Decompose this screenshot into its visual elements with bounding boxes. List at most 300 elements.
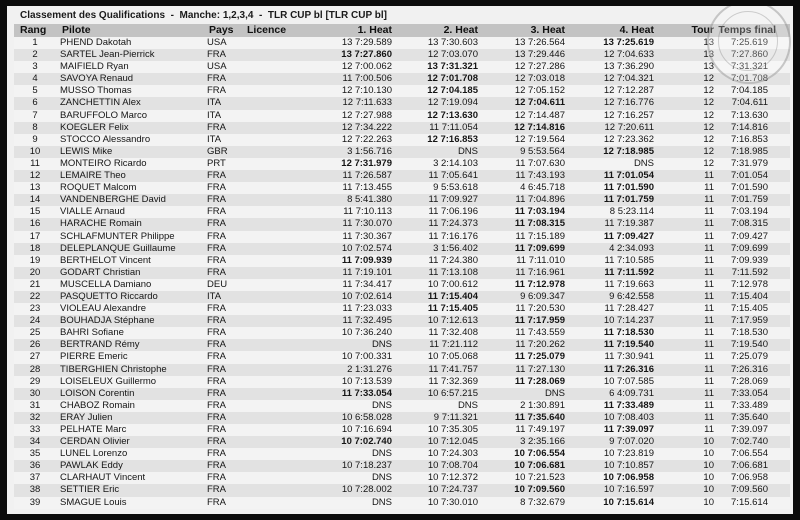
pilot-name-cell: LEWIS Mike	[60, 145, 113, 157]
heat-4-cell: 11 7:39.097	[603, 424, 654, 435]
heat-2-cell: 10 7:24.737	[427, 484, 478, 496]
column-header-laps: Tour	[691, 24, 714, 36]
heat-1-cell: 10 7:13.539	[341, 375, 392, 387]
country-cell: FRA	[207, 460, 226, 472]
heat-3-cell: 8 7:32.679	[520, 496, 565, 508]
table-row	[14, 243, 790, 255]
pilot-name-cell: LUNEL Lorenzo	[60, 448, 128, 460]
column-header-heat-4: 4. Heat	[619, 24, 654, 36]
column-header-country: Pays	[209, 24, 234, 36]
heat-3-cell: 9 5:53.564	[520, 145, 565, 157]
heat-2-cell: 12 7:13.630	[427, 109, 478, 121]
heat-4-cell: 10 7:08.403	[603, 411, 654, 423]
licence-cell	[245, 194, 300, 206]
final-time-cell: 7:15.404	[731, 290, 768, 302]
pilot-name-cell: ERAY Julien	[60, 411, 113, 423]
heat-2-cell: 11 7:06.196	[428, 206, 478, 218]
heat-2-cell: DNS	[457, 399, 478, 411]
rank-cell: 9	[32, 133, 38, 145]
laps-cell: 11	[704, 339, 714, 351]
laps-cell: 11	[704, 254, 714, 266]
rank-cell: 32	[29, 411, 41, 423]
laps-cell: 10	[703, 484, 714, 496]
pilot-name-cell: PAWLAK Eddy	[60, 460, 123, 472]
pilot-name-cell: PASQUETTO Riccardo	[60, 290, 158, 302]
heat-4-cell: 11 7:01.590	[603, 182, 654, 194]
heat-1-cell: 2 1:31.276	[347, 363, 392, 375]
heat-3-cell: 9 6:09.347	[520, 290, 565, 302]
heat-3-cell: 11 7:07.630	[515, 157, 565, 169]
heat-4-cell: 11 7:33.489	[603, 399, 654, 411]
heat-3-cell: 11 7:27.130	[515, 363, 565, 375]
table-row	[14, 472, 790, 484]
country-cell: USA	[207, 61, 227, 73]
country-cell: FRA	[207, 351, 226, 363]
pilot-name-cell: VIOLEAU Alexandre	[60, 303, 147, 315]
pilot-name-cell: BAHRI Sofiane	[60, 327, 124, 339]
rank-cell: 38	[29, 484, 41, 496]
country-cell: FRA	[207, 73, 226, 85]
rank-cell: 30	[29, 387, 41, 399]
laps-cell: 11	[704, 375, 714, 387]
heat-4-cell: 10 7:14.237	[603, 315, 654, 327]
licence-cell	[245, 364, 300, 376]
rank-cell: 10	[29, 145, 41, 157]
heat-1-cell: 11 7:19.101	[342, 266, 392, 278]
country-cell: FRA	[207, 472, 226, 484]
final-time-cell: 7:06.681	[731, 460, 768, 472]
final-time-cell: 7:01.708	[731, 73, 768, 85]
heat-4-cell: 11 7:11.592	[604, 266, 654, 278]
table-row	[14, 291, 790, 303]
heat-3-cell: 11 7:20.530	[515, 303, 565, 315]
heat-1-cell: 11 7:33.054	[341, 387, 392, 399]
country-cell: ITA	[207, 133, 222, 145]
rank-cell: 34	[29, 436, 41, 448]
licence-cell	[245, 85, 300, 97]
country-cell: FRA	[207, 121, 226, 133]
final-time-cell: 7:28.069	[731, 375, 768, 387]
licence-cell	[245, 97, 300, 109]
heat-1-cell: 11 7:32.495	[342, 315, 392, 327]
heat-2-cell: 10 7:12.372	[427, 472, 478, 484]
laps-cell: 10	[703, 436, 714, 448]
laps-cell: 12	[703, 85, 714, 97]
rank-cell: 17	[29, 230, 41, 242]
heat-2-cell: 11 7:15.404	[427, 290, 478, 302]
table-body	[14, 37, 790, 509]
rank-cell: 33	[29, 424, 41, 435]
column-header-pilot: Pilote	[62, 24, 91, 36]
final-time-cell: 7:15.405	[731, 303, 768, 315]
table-row	[14, 255, 790, 267]
pilot-name-cell: MONTEIRO Ricardo	[60, 157, 147, 169]
column-header-heat-3: 3. Heat	[530, 24, 565, 36]
heat-3-cell: 12 7:05.152	[514, 85, 565, 97]
pilot-name-cell: PHEND Dakotah	[60, 37, 132, 48]
laps-cell: 12	[703, 121, 714, 133]
table-row	[14, 61, 790, 73]
heat-2-cell: 9 5:53.618	[433, 182, 478, 194]
rank-cell: 11	[30, 157, 40, 169]
heat-3-cell: 11 7:16.961	[515, 266, 565, 278]
heat-1-cell: 10 7:16.694	[341, 424, 392, 435]
final-time-cell: 7:39.097	[731, 424, 768, 435]
heat-4-cell: 12 7:20.611	[604, 121, 654, 133]
heat-1-cell: 11 7:23.033	[342, 303, 392, 315]
heat-2-cell: 11 7:41.757	[428, 363, 478, 375]
table-row	[14, 158, 790, 170]
final-time-cell: 7:06.958	[731, 472, 768, 484]
heat-3-cell: 13 7:29.446	[514, 49, 565, 61]
heat-4-cell: 10 7:07.585	[603, 375, 654, 387]
laps-cell: 11	[704, 170, 714, 182]
rank-cell: 35	[29, 448, 41, 460]
results-sheet	[7, 6, 793, 514]
table-row	[14, 73, 790, 85]
final-time-cell: 7:18.530	[731, 327, 768, 339]
table-row	[14, 388, 790, 400]
heat-2-cell: 10 7:35.305	[427, 424, 478, 435]
heat-2-cell: 10 6:57.215	[427, 387, 478, 399]
laps-cell: 11	[704, 206, 714, 218]
heat-3-cell: 11 7:04.896	[515, 194, 565, 206]
column-header-rank: Rang	[20, 24, 47, 36]
licence-cell	[245, 206, 300, 218]
column-header-final-time: Temps final	[718, 24, 776, 36]
heat-2-cell: 10 7:12.613	[427, 315, 478, 327]
heat-4-cell: 11 7:26.316	[603, 363, 654, 375]
final-time-cell: 7:01.590	[731, 182, 768, 194]
heat-3-cell: 12 7:03.018	[514, 73, 565, 85]
laps-cell: 13	[703, 61, 714, 73]
table-row	[14, 376, 790, 388]
final-time-cell: 7:35.640	[731, 411, 768, 423]
table-row	[14, 448, 790, 460]
laps-cell: 11	[704, 424, 714, 435]
pilot-name-cell: SAVOYA Renaud	[60, 73, 134, 85]
country-cell: FRA	[207, 242, 226, 254]
rank-cell: 4	[32, 73, 38, 85]
heat-3-cell: 10 7:09.560	[514, 484, 565, 496]
rank-cell: 12	[29, 170, 41, 182]
pilot-name-cell: LEMAIRE Theo	[60, 170, 126, 182]
final-time-cell: 7:13.630	[731, 109, 768, 121]
heat-1-cell: 10 7:02.740	[341, 436, 392, 448]
rank-cell: 21	[29, 278, 41, 290]
heat-4-cell: 8 5:23.114	[609, 206, 654, 218]
heat-1-cell: 3 1:56.716	[347, 145, 392, 157]
heat-4-cell: 10 7:15.614	[603, 496, 654, 508]
rank-cell: 5	[32, 85, 38, 97]
heat-1-cell: 10 7:02.574	[341, 242, 392, 254]
country-cell: FRA	[207, 339, 226, 351]
heat-1-cell: 12 7:11.633	[342, 97, 392, 109]
pilot-name-cell: MUSSO Thomas	[60, 85, 132, 97]
heat-1-cell: 11 7:26.587	[342, 170, 392, 182]
heat-4-cell: 11 7:28.427	[604, 303, 654, 315]
table-row	[14, 484, 790, 496]
heat-3-cell: 11 7:15.189	[515, 230, 565, 242]
licence-cell	[245, 448, 300, 460]
laps-cell: 11	[704, 363, 714, 375]
pilot-name-cell: BARUFFOLO Marco	[60, 109, 148, 121]
pilot-name-cell: HARACHE Romain	[60, 218, 142, 230]
results-table	[14, 24, 790, 509]
heat-3-cell: 10 7:06.681	[514, 460, 565, 472]
heat-4-cell: 11 7:19.540	[603, 339, 654, 351]
table-row	[14, 97, 790, 109]
heat-1-cell: 12 7:31.979	[341, 157, 392, 169]
heat-3-cell: 10 7:21.523	[514, 472, 565, 484]
rank-cell: 19	[29, 254, 41, 266]
licence-cell	[245, 170, 300, 182]
heat-2-cell: 11 7:15.405	[427, 303, 478, 315]
final-time-cell: 7:04.185	[731, 85, 768, 97]
final-time-cell: 7:01.759	[731, 194, 768, 206]
page-title: Classement des Qualifications - Manche: 1,2,3,4 - TLR CUP bl [TLR CUP bl]	[20, 10, 387, 21]
licence-cell	[245, 424, 300, 436]
heat-1-cell: 11 7:13.455	[342, 182, 392, 194]
final-time-cell: 7:18.985	[731, 145, 768, 157]
final-time-cell: 7:09.560	[731, 484, 768, 496]
laps-cell: 11	[704, 315, 714, 327]
country-cell: GBR	[207, 145, 228, 157]
pilot-name-cell: BERTHELOT Vincent	[60, 254, 151, 266]
final-time-cell: 7:09.699	[731, 242, 768, 254]
country-cell: FRA	[207, 206, 226, 218]
heat-4-cell: 9 7:07.020	[609, 436, 654, 448]
final-time-cell: 7:17.959	[731, 315, 768, 327]
laps-cell: 12	[703, 157, 714, 169]
rank-cell: 22	[29, 290, 41, 302]
country-cell: FRA	[207, 448, 226, 460]
heat-3-cell: DNS	[544, 387, 565, 399]
heat-2-cell: 11 7:32.369	[428, 375, 478, 387]
heat-2-cell: 12 7:03.070	[427, 49, 478, 61]
rank-cell: 29	[29, 375, 41, 387]
country-cell: FRA	[207, 436, 226, 448]
licence-cell	[245, 497, 300, 509]
heat-4-cell: 11 7:18.530	[603, 327, 654, 339]
heat-2-cell: 9 7:11.321	[433, 411, 478, 423]
laps-cell: 10	[703, 448, 714, 460]
country-cell: FRA	[207, 496, 226, 508]
heat-3-cell: 11 7:20.262	[515, 339, 565, 351]
licence-cell	[245, 400, 300, 412]
country-cell: FRA	[207, 254, 226, 266]
heat-2-cell: 11 7:24.380	[428, 254, 478, 266]
pilot-name-cell: CLARHAUT Vincent	[60, 472, 146, 484]
country-cell: FRA	[207, 303, 226, 315]
country-cell: FRA	[207, 484, 226, 496]
pilot-name-cell: PIERRE Emeric	[60, 351, 128, 363]
country-cell: FRA	[207, 266, 226, 278]
final-time-cell: 7:15.614	[731, 496, 768, 508]
rank-cell: 31	[29, 399, 41, 411]
laps-cell: 10	[703, 460, 714, 472]
heat-2-cell: 10 7:08.704	[427, 460, 478, 472]
heat-4-cell: 12 7:16.776	[603, 97, 654, 109]
laps-cell: 11	[704, 278, 714, 290]
laps-cell: 11	[704, 411, 714, 423]
heat-4-cell: 4 2:34.093	[609, 242, 654, 254]
licence-cell	[245, 134, 300, 146]
final-time-cell: 7:31.321	[731, 61, 768, 73]
laps-cell: 12	[703, 73, 714, 85]
rank-cell: 3	[32, 61, 38, 73]
heat-3-cell: 12 7:04.611	[514, 97, 565, 109]
final-time-cell: 7:09.939	[731, 254, 768, 266]
heat-1-cell: 12 7:34.222	[341, 121, 392, 133]
table-row	[14, 218, 790, 230]
rank-cell: 15	[29, 206, 41, 218]
country-cell: FRA	[207, 182, 226, 194]
laps-cell: 10	[703, 472, 714, 484]
pilot-name-cell: ROQUET Malcom	[60, 182, 137, 194]
table-row	[14, 170, 790, 182]
heat-4-cell: 12 7:16.257	[603, 109, 654, 121]
licence-cell	[245, 291, 300, 303]
licence-cell	[245, 315, 300, 327]
licence-cell	[245, 388, 300, 400]
pilot-name-cell: VANDENBERGHE David	[60, 194, 166, 206]
rank-cell: 36	[29, 460, 41, 472]
laps-cell: 13	[703, 37, 714, 48]
heat-3-cell: 11 7:09.699	[514, 242, 565, 254]
heat-1-cell: 12 7:27.988	[341, 109, 392, 121]
heat-4-cell: 13 7:36.290	[603, 61, 654, 73]
final-time-cell: 7:12.978	[731, 278, 768, 290]
licence-cell	[245, 122, 300, 134]
licence-cell	[245, 231, 300, 243]
column-header-heat-2: 2. Heat	[443, 24, 478, 36]
licence-cell	[245, 279, 300, 291]
country-cell: FRA	[207, 387, 226, 399]
heat-1-cell: 11 7:10.113	[343, 206, 392, 218]
rank-cell: 6	[32, 97, 38, 109]
licence-cell	[245, 339, 300, 351]
country-cell: FRA	[207, 327, 226, 339]
country-cell: FRA	[207, 230, 226, 242]
heat-4-cell: 11 7:01.759	[603, 194, 654, 206]
rank-cell: 28	[29, 363, 41, 375]
licence-cell	[245, 146, 300, 158]
heat-1-cell: 11 7:09.939	[341, 254, 392, 266]
table-row	[14, 122, 790, 134]
heat-4-cell: 10 7:23.819	[603, 448, 654, 460]
pilot-name-cell: MUSCELLA Damiano	[60, 278, 152, 290]
licence-cell	[245, 484, 300, 496]
heat-1-cell: DNS	[371, 399, 392, 411]
heat-4-cell: 12 7:18.985	[603, 145, 654, 157]
table-row	[14, 279, 790, 291]
heat-4-cell: 11 7:19.663	[604, 278, 654, 290]
heat-2-cell: 10 7:24.303	[427, 448, 478, 460]
heat-1-cell: DNS	[371, 472, 392, 484]
heat-1-cell: 10 7:28.002	[341, 484, 392, 496]
heat-1-cell: 8 5:41.380	[347, 194, 392, 206]
heat-2-cell: 11 7:21.112	[429, 339, 478, 351]
final-time-cell: 7:33.054	[731, 387, 768, 399]
country-cell: FRA	[207, 424, 226, 435]
final-time-cell: 7:02.740	[731, 436, 768, 448]
pilot-name-cell: GODART Christian	[60, 266, 141, 278]
country-cell: ITA	[207, 290, 222, 302]
licence-cell	[245, 218, 300, 230]
licence-cell	[245, 61, 300, 73]
country-cell: FRA	[207, 411, 226, 423]
heat-2-cell: 3 2:14.103	[433, 157, 478, 169]
heat-3-cell: 13 7:26.564	[514, 37, 565, 48]
licence-cell	[245, 351, 300, 363]
pilot-name-cell: ZANCHETTIN Alex	[60, 97, 141, 109]
final-time-cell: 7:25.079	[731, 351, 768, 363]
heat-1-cell: 10 7:02.614	[341, 290, 392, 302]
rank-cell: 14	[29, 194, 41, 206]
heat-4-cell: 11 7:01.054	[603, 170, 654, 182]
country-cell: FRA	[207, 218, 226, 230]
laps-cell: 12	[703, 109, 714, 121]
heat-4-cell: 12 7:04.321	[603, 73, 654, 85]
heat-1-cell: 13 7:29.589	[341, 37, 392, 48]
laps-cell: 11	[704, 182, 714, 194]
licence-cell	[245, 37, 300, 49]
rank-cell: 20	[29, 266, 41, 278]
heat-2-cell: 12 7:16.853	[427, 133, 478, 145]
pilot-name-cell: BERTRAND Rémy	[60, 339, 140, 351]
table-row	[14, 110, 790, 122]
heat-2-cell: 12 7:04.185	[427, 85, 478, 97]
heat-2-cell: 13 7:31.321	[427, 61, 478, 73]
table-row	[14, 412, 790, 424]
heat-3-cell: 11 7:11.010	[516, 254, 565, 266]
final-time-cell: 7:09.427	[731, 230, 768, 242]
heat-1-cell: 11 7:34.417	[342, 278, 392, 290]
licence-cell	[245, 110, 300, 122]
heat-3-cell: 11 7:43.193	[515, 170, 565, 182]
heat-3-cell: 11 7:08.315	[514, 218, 565, 230]
table-row	[14, 497, 790, 509]
final-time-cell: 7:08.315	[731, 218, 768, 230]
pilot-name-cell: LOISON Corentin	[60, 387, 135, 399]
heat-4-cell: 11 7:09.427	[603, 230, 654, 242]
country-cell: FRA	[207, 375, 226, 387]
rank-cell: 37	[29, 472, 41, 484]
licence-cell	[245, 182, 300, 194]
heat-3-cell: 11 7:03.194	[514, 206, 565, 218]
table-row	[14, 436, 790, 448]
rank-cell: 24	[29, 315, 41, 327]
column-header-licence: Licence	[247, 24, 287, 36]
heat-3-cell: 11 7:12.978	[514, 278, 565, 290]
licence-cell	[245, 460, 300, 472]
rank-cell: 1	[32, 37, 38, 48]
rank-cell: 26	[29, 339, 41, 351]
rank-cell: 23	[29, 303, 41, 315]
heat-1-cell: 12 7:22.263	[341, 133, 392, 145]
heat-1-cell: 11 7:00.506	[342, 73, 392, 85]
heat-4-cell: 11 7:19.387	[604, 218, 654, 230]
country-cell: FRA	[207, 85, 226, 97]
country-cell: PRT	[207, 157, 226, 169]
heat-4-cell: 13 7:25.619	[603, 37, 654, 48]
heat-3-cell: 11 7:17.959	[514, 315, 565, 327]
heat-1-cell: 10 6:58.028	[341, 411, 392, 423]
licence-cell	[245, 49, 300, 61]
licence-cell	[245, 243, 300, 255]
final-time-cell: 7:06.554	[731, 448, 768, 460]
